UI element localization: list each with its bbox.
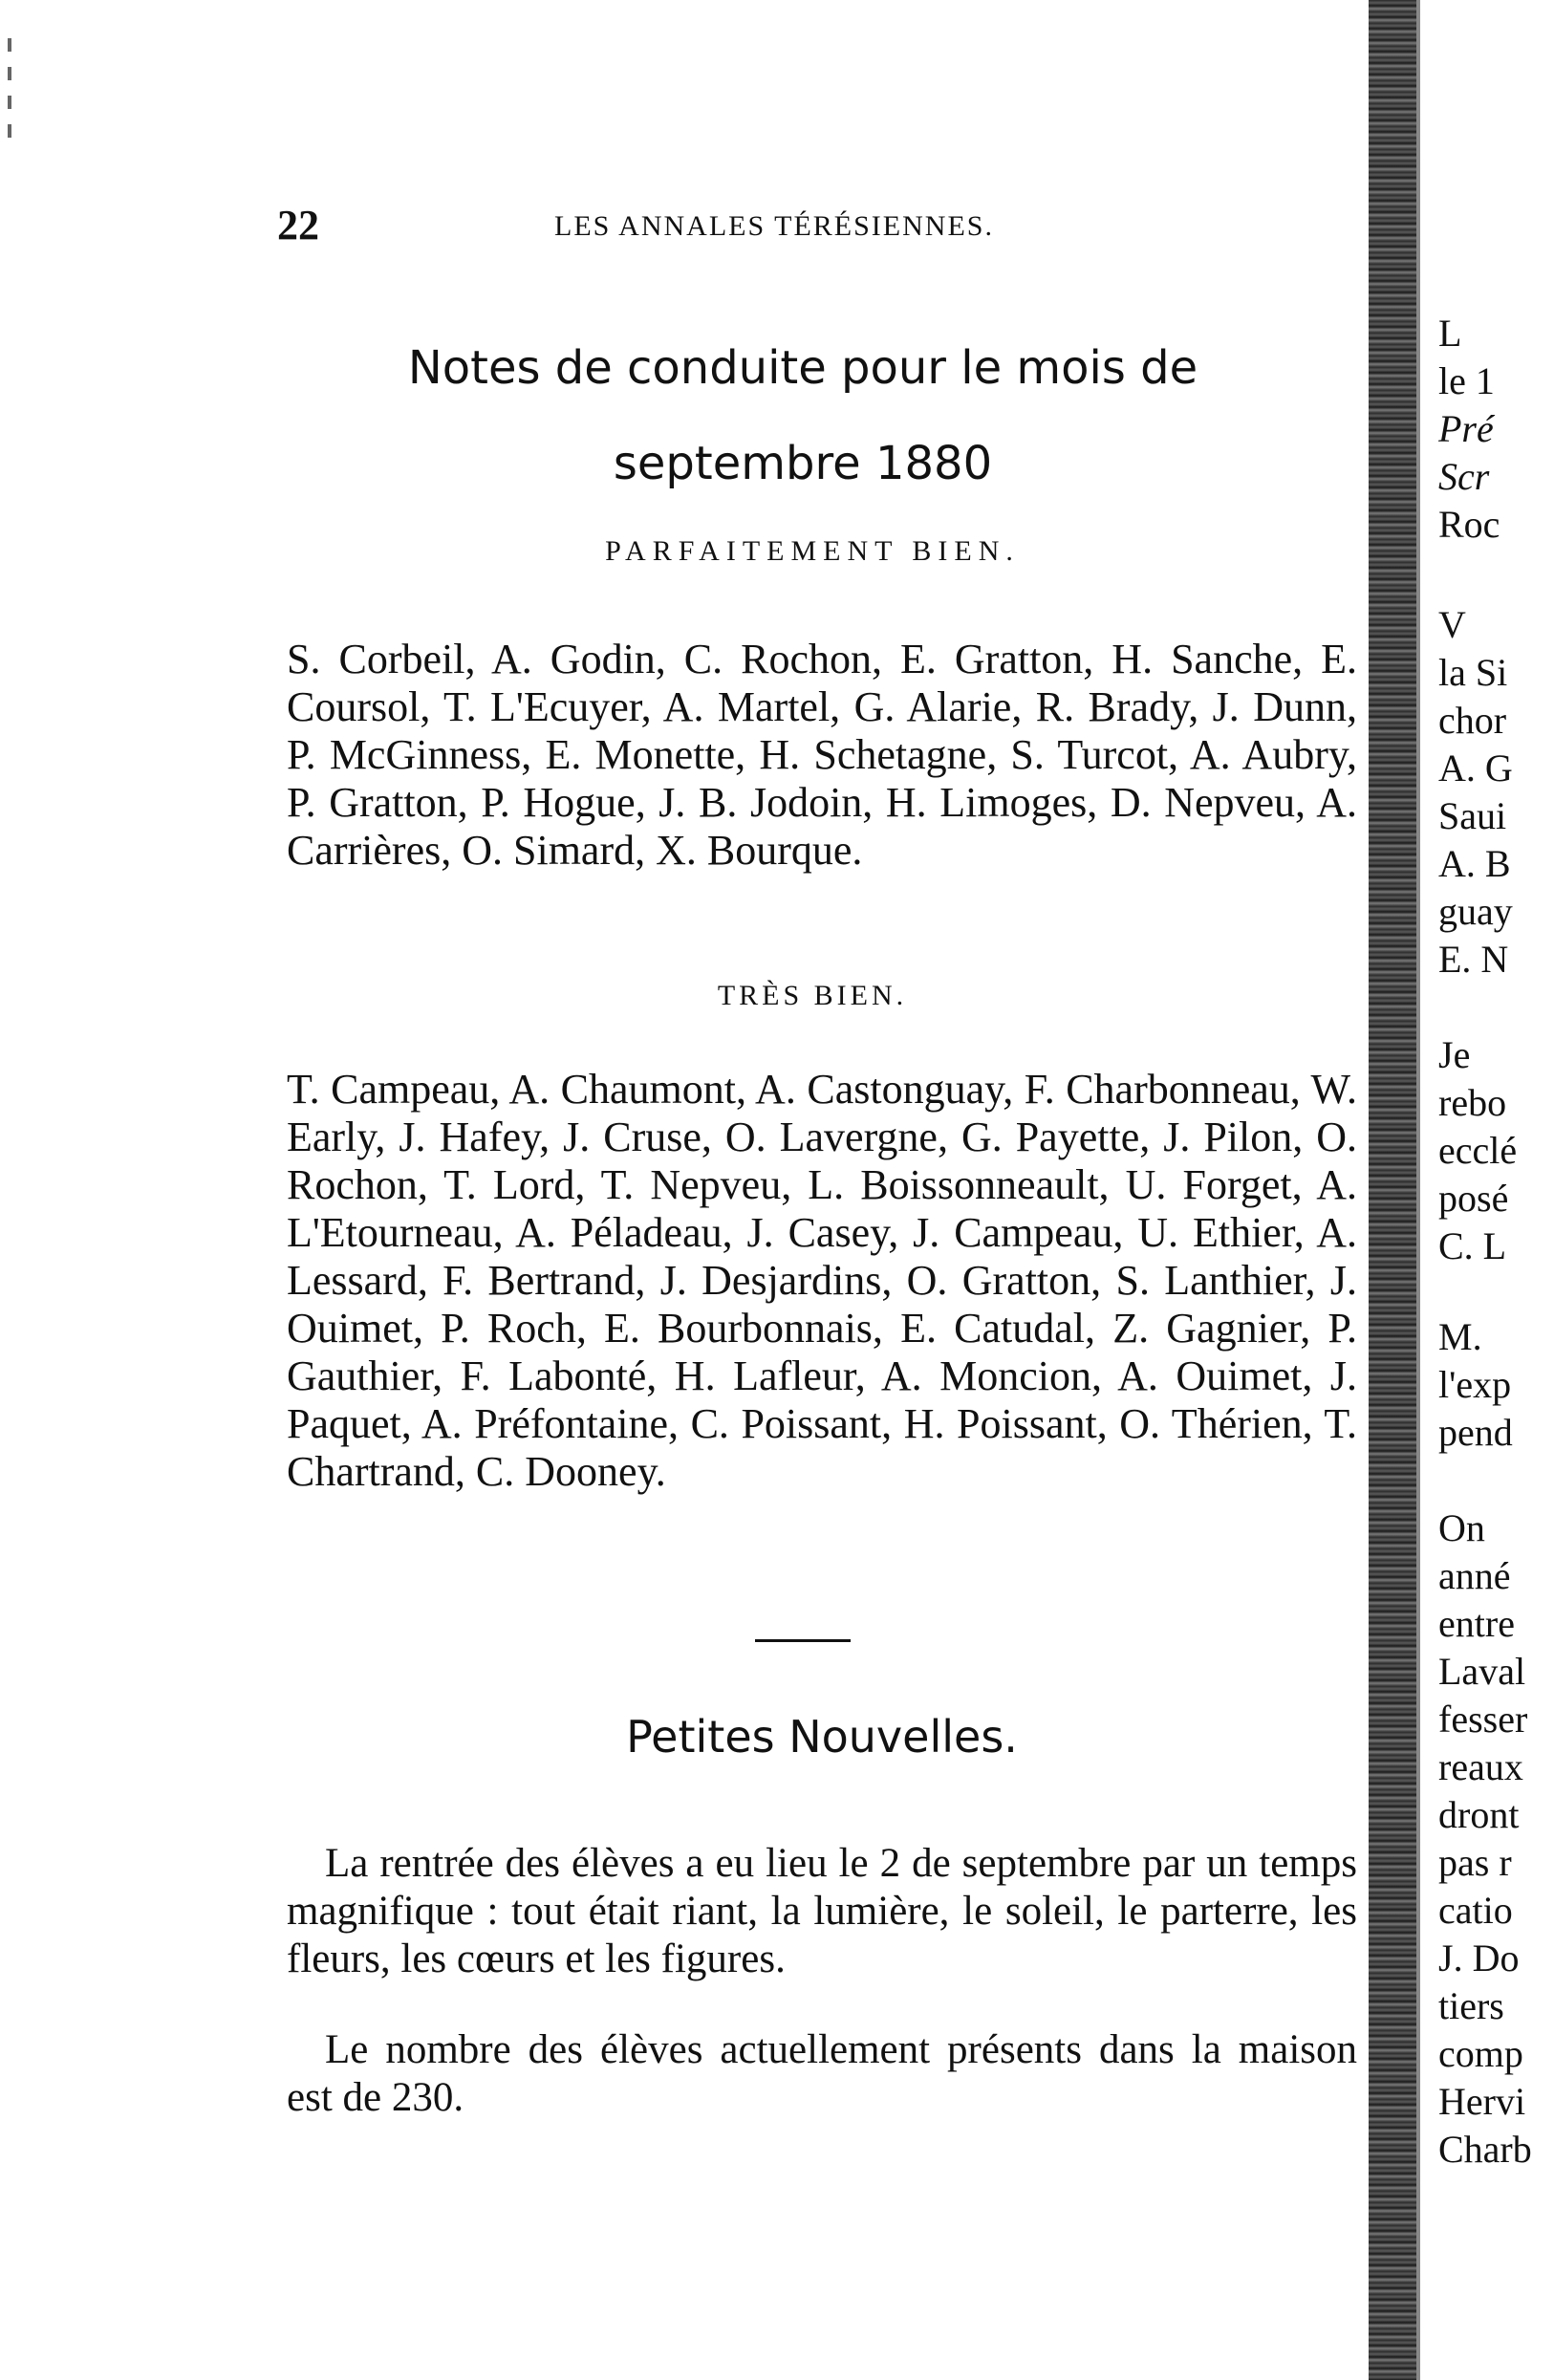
scan-speck — [8, 67, 11, 80]
adjacent-page-fragment: tiers — [1438, 1984, 1504, 2027]
adjacent-page-fragment: Je — [1438, 1033, 1471, 1076]
adjacent-page-fragment: comp — [1438, 2032, 1523, 2075]
adjacent-page-fragment: ecclé — [1438, 1129, 1518, 1172]
adjacent-page-fragment: M. — [1438, 1315, 1482, 1358]
adjacent-page-fragment: Saui — [1438, 794, 1507, 837]
scan-speck — [8, 96, 11, 109]
adjacent-page-fragment: L — [1438, 312, 1462, 355]
adjacent-page-fragment: Pré — [1438, 407, 1494, 450]
adjacent-page-fragment: la Si — [1438, 651, 1508, 694]
adjacent-page-fragment: Laval — [1438, 1650, 1526, 1693]
adjacent-page-fragment: posé — [1438, 1177, 1509, 1220]
adjacent-page-fragment: l'exp — [1438, 1363, 1512, 1406]
book-binding-gutter — [1369, 0, 1416, 2380]
adjacent-page-fragment: le 1 — [1438, 359, 1495, 402]
adjacent-page-fragments — [1438, 0, 1554, 2380]
adjacent-page-fragment: V — [1438, 603, 1466, 646]
binding-edge — [1416, 0, 1420, 2380]
adjacent-page-fragment: fesser — [1438, 1698, 1528, 1741]
adjacent-page-fragment: reaux — [1438, 1745, 1523, 1788]
news-title: Petites Nouvelles. — [626, 1711, 1018, 1763]
adjacent-page-fragment: On — [1438, 1506, 1485, 1549]
adjacent-page-fragment: catio — [1438, 1889, 1513, 1932]
adjacent-page-fragment: dront — [1438, 1793, 1520, 1836]
scan-speck — [8, 38, 11, 52]
adjacent-page-fragment: anné — [1438, 1554, 1511, 1597]
page-number: 22 — [277, 202, 319, 249]
adjacent-page-fragment: Hervi — [1438, 2080, 1526, 2123]
adjacent-page-fragment: chor — [1438, 699, 1507, 742]
adjacent-page-fragment: Charb — [1438, 2128, 1532, 2171]
adjacent-page-fragment: A. B — [1438, 842, 1511, 885]
news-paragraph-1: La rentrée des élèves a eu lieu le 2 de septembre par un temps magnifique : tout était riant, la lumière, le soleil, le parterre, les fleurs, les cœurs et les figures. — [287, 1841, 1357, 1981]
adjacent-page-fragment: Roc — [1438, 503, 1500, 546]
notes-title — [287, 320, 1319, 511]
adjacent-page-fragment: rebo — [1438, 1081, 1507, 1124]
adjacent-page-fragment: pas r — [1438, 1841, 1512, 1884]
adjacent-page-fragment: A. G — [1438, 746, 1513, 790]
running-header — [277, 201, 1328, 258]
adjacent-page-fragment: pend — [1438, 1411, 1513, 1454]
adjacent-page-fragment: Scr — [1438, 455, 1490, 498]
names-list-very-good: T. Campeau, A. Chaumont, A. Castonguay, F. Charbonneau, W. Early, J. Hafey, J. Cruse, O. Lavergne, G. Payette, J. Pilon, O. Rochon, T. Lord, T. Nepveu, L. Boissonneault, U. Forget, A. L'Etourneau, A. Péladeau, J. Casey, J. Campeau, U. Ethier, A. Lessard, F. Bertrand, J. Desjardins, O. Gratton, S. Lanthier, J. Ouimet, P. Roch, E. Bourbonnais, E. Catudal, Z. Gagnier, P. Gauthier, F. Labonté, H. Lafleur, A. Moncion, A. Ouimet, J. Paquet, A. Préfontaine, C. Poissant, H. Poissant, O. Thérien, T. Chartrand, C. Dooney. — [287, 1066, 1357, 1495]
adjacent-page-fragment: J. Do — [1438, 1936, 1520, 1980]
scan-speck — [8, 124, 11, 138]
news-paragraph-2: Le nombre des élèves actuellement présents dans la maison est de 230. — [287, 2027, 1357, 2120]
adjacent-page-fragment: C. L — [1438, 1224, 1507, 1267]
names-list-perfect: S. Corbeil, A. Godin, C. Rochon, E. Gratton, H. Sanche, E. Coursol, T. L'Ecuyer, A. Martel, G. Alarie, R. Brady, J. Dunn, P. McGinness, E. Monette, H. Schetagne, S. Turcot, A. Aubry, P. Gratton, P. Hogue, J. B. Jodoin, H. Limoges, D. Nepveu, A. Carrières, O. Simard, X. Bourque. — [287, 636, 1357, 874]
adjacent-page-fragment: guay — [1438, 890, 1513, 933]
adjacent-page-fragment: E. N — [1438, 938, 1509, 981]
adjacent-page-fragment: entre — [1438, 1602, 1515, 1645]
section-heading-perfect: PARFAITEMENT BIEN. — [605, 535, 1020, 567]
journal-title: LES ANNALES TÉRÉSIENNES. — [554, 210, 994, 242]
section-divider — [755, 1639, 851, 1642]
notes-title-line1: Notes de conduite pour le mois de — [407, 341, 1198, 395]
section-heading-very-good: TRÈS BIEN. — [717, 980, 908, 1011]
notes-title-line2: septembre 1880 — [613, 437, 993, 490]
